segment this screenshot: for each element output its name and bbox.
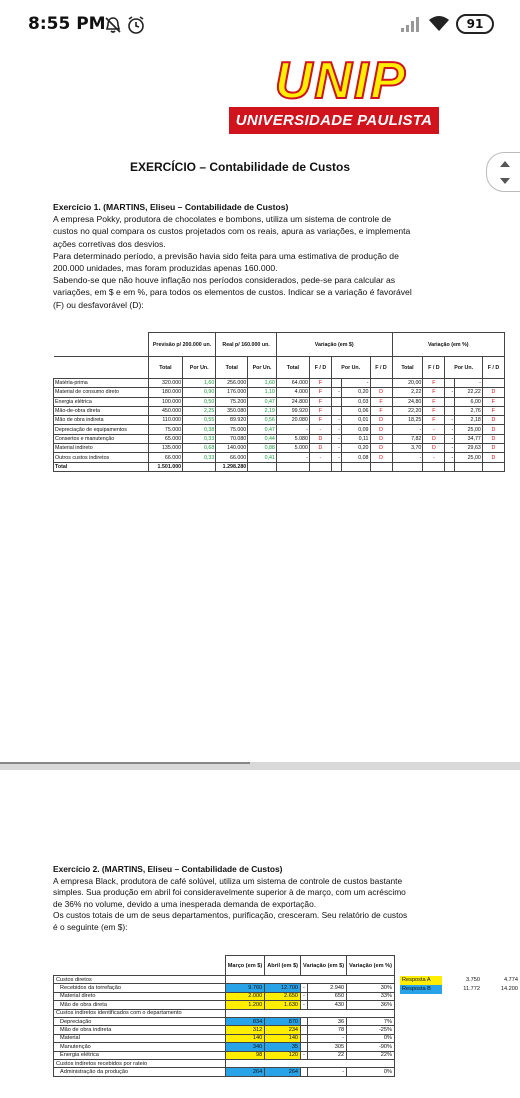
table1-sub-header: F / D [423, 357, 445, 379]
table1-cell: - [309, 453, 331, 462]
table2-cell [225, 1059, 394, 1067]
table1-cell: 2,76 [455, 406, 483, 415]
table1-cell: - [445, 388, 455, 397]
table2-row [54, 1068, 395, 1076]
table2-header: Abril (em $) [265, 956, 301, 976]
table1-sub-header: Total [216, 357, 248, 379]
answers-box [400, 976, 518, 994]
table1-cell: 135.000 [148, 444, 182, 453]
table2-header: Variação (em $) [301, 956, 347, 976]
table1-cell: F [423, 397, 445, 406]
table1-sub-header: Por Un. [331, 357, 370, 379]
table1-cell: D [482, 444, 504, 453]
table2-cell: Custos indiretos recebidos por rateio [54, 1059, 226, 1067]
table2-section-row [54, 976, 395, 984]
table2-cell: 22 [308, 1051, 347, 1059]
table1-cell: 0,20 [341, 444, 370, 453]
variance-table-1 [53, 332, 505, 472]
table1-cell: 1.501.000 [148, 462, 182, 471]
wifi-icon [428, 15, 450, 33]
table1-cell: - [392, 425, 423, 434]
exercise-1-line: Para determinado período, a previsão havia sido feita para uma estimativa de produção de [53, 250, 399, 261]
table1-cell: F [423, 388, 445, 397]
table2-cell: 36% [347, 1001, 395, 1009]
table1-cell: - [331, 434, 341, 443]
table2-cell: 78 [308, 1026, 347, 1034]
table1-cell [392, 462, 423, 471]
table1-cell: 140.000 [216, 444, 248, 453]
table1-cell: 176.000 [216, 388, 248, 397]
table2-cell: - [301, 984, 308, 992]
table1-cell: 3,70 [392, 444, 423, 453]
table1-cell: Matéria-prima [54, 379, 149, 388]
table1-cell: 22,22 [455, 388, 483, 397]
table2-cell: 340 [225, 1043, 265, 1051]
table2-cell [225, 1009, 394, 1017]
table1-sub-header: Total [148, 357, 182, 379]
table2-cell: Custos diretos [54, 976, 226, 984]
table1-cell: D [370, 453, 392, 462]
table1-cell: 350.080 [216, 406, 248, 415]
table2-cell: - [308, 1068, 347, 1076]
table1-cell: 1,60 [183, 379, 216, 388]
table1-cell: - [276, 425, 309, 434]
table1-cell: D [370, 444, 392, 453]
table2-row [54, 1034, 395, 1042]
table1-cell: - [331, 425, 341, 434]
table2-cell: Mão de obra direta [54, 1001, 226, 1009]
table1-cell [445, 406, 455, 415]
table2-cell: Custos indiretos identificados com o departamento [54, 1009, 226, 1017]
table1-cell [445, 379, 455, 388]
table1-cell: D [370, 425, 392, 434]
exercise-2-line: A empresa Black, produtora de café solúvel, utiliza um sistema de controle de custos bastante [53, 875, 403, 886]
page-divider-edge [0, 762, 250, 764]
table1-cell: D [309, 444, 331, 453]
table1-cell: 75.000 [148, 425, 182, 434]
table1-cell: 1,10 [248, 388, 277, 397]
table2-cell: - [308, 1034, 347, 1042]
table1-cell: 0,33 [183, 453, 216, 462]
table1-cell: - [445, 444, 455, 453]
table1-cell: 320.000 [148, 379, 182, 388]
table1-cell [183, 462, 216, 471]
table1-cell [445, 397, 455, 406]
table2-row [54, 1001, 395, 1009]
table1-cell: F [309, 397, 331, 406]
table1-cell: F [370, 397, 392, 406]
answer-value: 14.200 [500, 986, 518, 992]
page-scroll-control[interactable] [486, 152, 520, 192]
table1-cell [248, 462, 277, 471]
table1-cell: 450.000 [148, 406, 182, 415]
table1-cell: 0,41 [248, 453, 277, 462]
table1-cell: D [482, 453, 504, 462]
table1-cell: 1,60 [248, 379, 277, 388]
table1-row [54, 462, 505, 471]
exercise-1-line: variações, em $ e em %, para todos os elementos de custos. Indicar se a variação é favorável [53, 287, 412, 298]
document-title: EXERCÍCIO – Contabilidade de Custos [129, 160, 351, 174]
table1-cell: 0,90 [183, 388, 216, 397]
table1-cell: F [482, 406, 504, 415]
table2-cell: 1.630 [265, 1001, 301, 1009]
table1-cell: D [423, 434, 445, 443]
table1-sub-header: Total [276, 357, 309, 379]
table1-cell: 0,50 [183, 397, 216, 406]
table2-row [54, 984, 395, 992]
table1-cell: 34,77 [455, 434, 483, 443]
table2-cell: - [301, 1001, 308, 1009]
alarm-clock-icon [126, 15, 146, 35]
exercise-2-heading: Exercício 2. (MARTINS, Eliseu – Contabilidade de Custos) [53, 864, 283, 874]
table2-cell: 264 [265, 1068, 301, 1076]
answer-value: 3.750 [466, 977, 480, 983]
table2-cell: 36 [308, 1017, 347, 1025]
table2-cell: 264 [225, 1068, 265, 1076]
table1-cell [331, 379, 341, 388]
table2-cell: 650 [308, 992, 347, 1000]
table1-cell: 20.080 [276, 416, 309, 425]
exercise-1-line: Sabendo-se que não houve inflação nos períodos considerados, pede-se para calcular as [53, 275, 396, 286]
table2-cell [301, 1017, 308, 1025]
table1-cell: - [445, 416, 455, 425]
table2-row [54, 1017, 395, 1025]
table1-cell: 0,47 [248, 397, 277, 406]
answer-value: 11.772 [463, 986, 480, 992]
exercise-2-line: é o seguinte (em $): [53, 921, 128, 932]
table2-cell: Recebidos da torrefação [54, 984, 226, 992]
table2-cell [301, 1068, 308, 1076]
table1-cell: 6,00 [455, 397, 483, 406]
table1-cell: 25,00 [455, 425, 483, 434]
table2-cell: 312 [225, 1026, 265, 1034]
table1-sub-header: Por Un. [445, 357, 482, 379]
table1-cell: F [309, 388, 331, 397]
exercise-1-line: 200.000 unidades, mas foram produzidas apenas 160.000. [53, 263, 278, 274]
table1-cell: 110.000 [148, 416, 182, 425]
table1-row [54, 416, 505, 425]
unip-logo [221, 56, 439, 136]
chevron-up-icon[interactable] [499, 159, 511, 169]
table1-cell: 180.000 [148, 388, 182, 397]
table1-cell: - [445, 425, 455, 434]
table1-cell: 0,88 [248, 444, 277, 453]
table1-cell: 100.000 [148, 397, 182, 406]
table1-cell: 65.000 [148, 434, 182, 443]
table2-cell: Material direto [54, 992, 226, 1000]
table2-cell: 430 [308, 1001, 347, 1009]
table1-cell: 0,20 [341, 388, 370, 397]
table1-cell: F [423, 416, 445, 425]
table1-cell [482, 462, 504, 471]
table1-row [54, 444, 505, 453]
table1-cell: - [445, 453, 455, 462]
table1-cell: 0,01 [341, 416, 370, 425]
table1-cell: D [309, 434, 331, 443]
table1-cell: D [370, 416, 392, 425]
table2-cell: 120 [265, 1051, 301, 1059]
table1-cell: Mão de obra indireta [54, 416, 149, 425]
table1-cell: F [482, 397, 504, 406]
exercise-2-line: simples. Sua produção em abril foi consideravelmente superior à de março, com um acréscimo [53, 887, 406, 898]
table1-cell: D [482, 416, 504, 425]
table2-cell: Administração da produção [54, 1068, 226, 1076]
table1-cell [370, 462, 392, 471]
battery-indicator: 91 [456, 14, 494, 34]
table1-cell: 66.000 [216, 453, 248, 462]
table1-cell: 0,11 [341, 434, 370, 443]
table1-cell: 25,00 [455, 453, 483, 462]
table2-cell: Material [54, 1034, 226, 1042]
table1-cell: F [423, 406, 445, 415]
table2-cell: 35 [265, 1043, 301, 1051]
table1-cell: 75.200 [216, 397, 248, 406]
table2-cell [301, 1026, 308, 1034]
table1-cell: 0,68 [183, 444, 216, 453]
table1-cell: F [309, 379, 331, 388]
table2-cell: 2.940 [308, 984, 347, 992]
table1-cell: 2,18 [455, 416, 483, 425]
table1-cell [423, 462, 445, 471]
table2-section-row [54, 1009, 395, 1017]
table1-cell [455, 462, 483, 471]
table1-cell: 24.800 [276, 397, 309, 406]
table1-cell [482, 379, 504, 388]
table1-row [54, 425, 505, 434]
table1-sub-header: Total [392, 357, 423, 379]
table1-cell [331, 397, 341, 406]
table2-row [54, 1051, 395, 1059]
exercise-1-text [53, 201, 453, 311]
table1-cell: F [309, 416, 331, 425]
table1-cell: 29,63 [455, 444, 483, 453]
table2-cell: 1.200 [225, 1001, 265, 1009]
table1-cell [309, 462, 331, 471]
status-time: 8:55 PM [28, 14, 106, 34]
table2-cell: 0% [347, 1068, 395, 1076]
table1-cell: 0,08 [341, 453, 370, 462]
table1-cell: Depreciação de equipamentos [54, 425, 149, 434]
table1-sub-header: F / D [482, 357, 504, 379]
table2-row [54, 1043, 395, 1051]
table1-cell: F [370, 406, 392, 415]
exercise-1-line: custos no qual compara os custos projetados com os reais, apura as variações, e implementa [53, 226, 411, 237]
table1-cell: - [276, 453, 309, 462]
table1-cell: - [392, 453, 423, 462]
table1-cell: Outros custos indiretos [54, 453, 149, 462]
table2-cell: 33% [347, 992, 395, 1000]
table2-cell: 2.000 [225, 992, 265, 1000]
table1-row [54, 388, 505, 397]
table1-cell: 7,82 [392, 434, 423, 443]
table1-cell: 70.080 [216, 434, 248, 443]
table2-header: Março (em $) [225, 956, 265, 976]
table1-cell: - [331, 453, 341, 462]
table1-cell: - [423, 453, 445, 462]
table1-cell: - [331, 388, 341, 397]
table1-cell: - [423, 425, 445, 434]
table2-cell: 140 [225, 1034, 265, 1042]
table1-cell: 4.000 [276, 388, 309, 397]
table2-cell: 98 [225, 1051, 265, 1059]
answer-row [400, 976, 518, 985]
table1-cell: - [331, 444, 341, 453]
table2-cell: 9.760 [225, 984, 265, 992]
signal-icon [400, 15, 422, 33]
table2-cell: 12.700 [265, 984, 301, 992]
table1-cell: Material de consumo direto [54, 388, 149, 397]
table2-cell: Mão de obra indireta [54, 1026, 226, 1034]
table1-cell: 0,06 [341, 406, 370, 415]
table1-sub-header: Por Un. [183, 357, 216, 379]
table1-cell [331, 462, 341, 471]
table1-cell: 1.298.280 [216, 462, 248, 471]
table1-row [54, 397, 505, 406]
table2-cell: 22% [347, 1051, 395, 1059]
table2-section-row [54, 1059, 395, 1067]
table1-cell: 0,38 [183, 425, 216, 434]
table1-row [54, 406, 505, 415]
answer-label: Resposta B [400, 985, 442, 994]
exercise-2-text [53, 864, 453, 934]
table2-cell: Manutenção [54, 1043, 226, 1051]
table1-cell: 24,80 [392, 397, 423, 406]
exercise-1-line: (F) ou desfavorável (D): [53, 299, 144, 310]
table1-cell [341, 462, 370, 471]
table1-cell: 2,25 [183, 406, 216, 415]
table1-cell: 0,55 [183, 416, 216, 425]
table1-cell: F [423, 379, 445, 388]
table2-cell: 30% [347, 984, 395, 992]
table2-cell: 870 [265, 1017, 301, 1025]
table1-sub-header: F / D [309, 357, 331, 379]
table1-cell: - [309, 425, 331, 434]
table2-cell [301, 1034, 308, 1042]
table2-cell [301, 1043, 308, 1051]
table1-cell: 0,56 [248, 416, 277, 425]
table1-cell: D [482, 434, 504, 443]
table1-cell: - [445, 434, 455, 443]
alarm-off-icon [103, 15, 123, 35]
table1-cell [331, 406, 341, 415]
table2-cell: -25% [347, 1026, 395, 1034]
table1-cell: Energia elétrica [54, 397, 149, 406]
table1-cell: 0,44 [248, 434, 277, 443]
table1-cell: 89.920 [216, 416, 248, 425]
table1-cell [445, 462, 455, 471]
table2-cell: 2.650 [265, 992, 301, 1000]
cost-report-table-2 [53, 955, 395, 1077]
table1-cell: - [341, 379, 370, 388]
exercise-1-heading: Exercício 1. (MARTINS, Eliseu – Contabilidade de Custos) [53, 202, 289, 212]
table1-cell [276, 462, 309, 471]
table1-cell: Total [54, 462, 149, 471]
table1-cell: 18,25 [392, 416, 423, 425]
table1-cell: 2,22 [392, 388, 423, 397]
table2-cell: 305 [308, 1043, 347, 1051]
status-bar [0, 0, 520, 50]
table1-cell: 2,19 [248, 406, 277, 415]
table1-cell: - [331, 416, 341, 425]
table1-cell: D [370, 434, 392, 443]
answer-value: 4.774 [504, 977, 518, 983]
exercise-1-line: A empresa Pokky, produtora de chocolates e bombons, utiliza um sistema de controle de [53, 214, 392, 225]
table1-cell: 0,03 [341, 397, 370, 406]
table2-row [54, 992, 395, 1000]
unip-wordmark [251, 56, 431, 106]
table1-cell: 64.000 [276, 379, 309, 388]
table1-group-header: Real p/ 160.000 un. [216, 333, 277, 357]
table2-cell: Energia elétrica [54, 1051, 226, 1059]
table2-cell [225, 976, 394, 984]
svg-text:UNIP: UNIP [274, 56, 408, 106]
table1-cell: 0,09 [341, 425, 370, 434]
table1-group-header: Previsão p/ 200.000 un. [148, 333, 216, 357]
table1-cell: 5.000 [276, 444, 309, 453]
table1-cell: 99.920 [276, 406, 309, 415]
table1-cell: 75.000 [216, 425, 248, 434]
table1-cell [370, 379, 392, 388]
table1-cell: 0,33 [183, 434, 216, 443]
table1-cell: Mão-de-obra direta [54, 406, 149, 415]
table2-cell: 140 [265, 1034, 301, 1042]
table2-cell: 234 [265, 1026, 301, 1034]
table1-cell: 256.000 [216, 379, 248, 388]
logo-tagline: UNIVERSIDADE PAULISTA [229, 107, 439, 134]
answer-label: Resposta A [400, 976, 442, 985]
table1-group-header: Variação (em %) [392, 333, 504, 357]
table1-group-header: Variação (em $) [276, 333, 392, 357]
table2-cell: 7% [347, 1017, 395, 1025]
exercise-1-line: ações corretivas dos desvios. [53, 238, 166, 249]
table1-sub-header: Por Un. [248, 357, 277, 379]
table1-cell: Consertos e manutenção [54, 434, 149, 443]
table2-cell: - [301, 1051, 308, 1059]
chevron-down-icon[interactable] [499, 176, 511, 186]
table1-cell: 22,20 [392, 406, 423, 415]
table1-cell: D [370, 388, 392, 397]
exercise-2-line: Os custos totais de um de seus departamentos, purificação, cresceram. Seu relatório de custos [53, 910, 408, 921]
table1-row [54, 379, 505, 388]
table2-cell: Depreciação [54, 1017, 226, 1025]
table1-cell: D [482, 388, 504, 397]
exercise-2-line: de 36% no volume, devido a uma inesperada demanda de exportação. [53, 898, 317, 909]
table1-cell: D [482, 425, 504, 434]
table2-header: Variação (em %) [347, 956, 395, 976]
table1-cell: 66.000 [148, 453, 182, 462]
table2-cell: 0% [347, 1034, 395, 1042]
table1-cell: Material indireto [54, 444, 149, 453]
table1-row [54, 453, 505, 462]
table2-cell: 834 [225, 1017, 265, 1025]
table2-row [54, 1026, 395, 1034]
table1-cell: - [455, 379, 483, 388]
table1-sub-header: F / D [370, 357, 392, 379]
table1-cell: D [423, 444, 445, 453]
table1-cell: 5.080 [276, 434, 309, 443]
answer-row [400, 985, 518, 994]
table1-cell: 0,47 [248, 425, 277, 434]
table1-cell: 20,00 [392, 379, 423, 388]
table1-row [54, 434, 505, 443]
table2-cell: - [301, 992, 308, 1000]
table1-cell: F [309, 406, 331, 415]
table2-cell: -90% [347, 1043, 395, 1051]
